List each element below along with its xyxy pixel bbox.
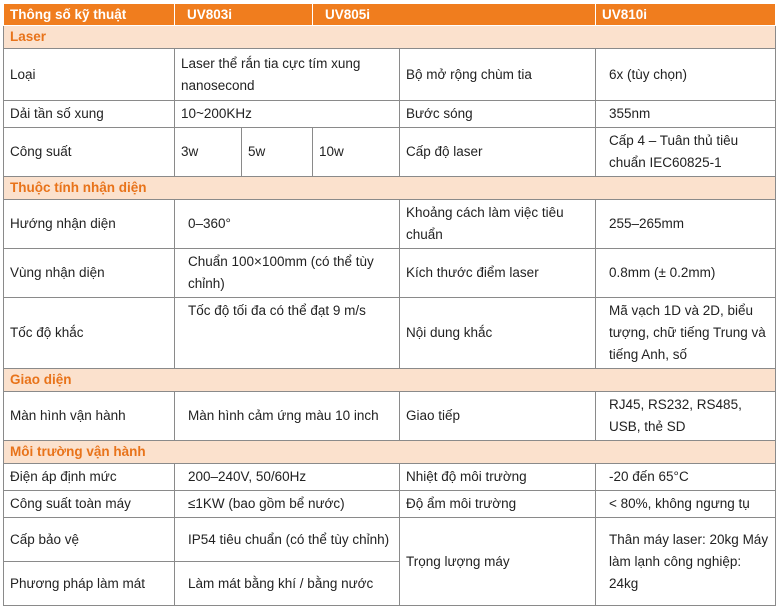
section-environment: Môi trường vận hành [4, 441, 776, 464]
speed-label: Tốc độ khắc [4, 298, 175, 369]
model-uv810i: UV810i [596, 4, 776, 26]
header-row [4, 4, 776, 26]
temp-value: -20 đến 65°C [596, 464, 776, 491]
wave-value: 355nm [596, 101, 776, 128]
direction-label: Hướng nhận diện [4, 200, 175, 249]
screen-value: Màn hình cảm ứng màu 10 inch [175, 392, 400, 441]
voltage-value: 200–240V, 50/60Hz [175, 464, 400, 491]
spot-value: 0.8mm (± 0.2mm) [596, 249, 776, 298]
section-interface: Giao diện [4, 369, 776, 392]
model-uv803i: UV803i [175, 4, 313, 26]
class-value: Cấp 4 – Tuân thủ tiêu chuẩn IEC60825-1 [596, 128, 776, 177]
type-label: Loại [4, 49, 175, 101]
weight-value: Thân máy laser: 20kg Máy làm lạnh công nghiệp: 24kg [596, 518, 776, 606]
power-label: Công suất [4, 128, 175, 177]
freq-label: Dải tần số xung [4, 101, 175, 128]
screen-label: Màn hình vận hành [4, 392, 175, 441]
cooling-value: Làm mát bằng khí / bằng nước [175, 562, 400, 606]
protect-label: Cấp bảo vệ [4, 518, 175, 562]
model-uv805i: UV805i [313, 4, 596, 26]
cooling-label: Phương pháp làm mát [4, 562, 175, 606]
spec-table [3, 3, 776, 606]
class-label: Cấp độ laser [400, 128, 596, 177]
voltage-label: Điện áp định mức [4, 464, 175, 491]
temp-label: Nhiệt độ môi trường [400, 464, 596, 491]
power-uv805i: 5w [242, 128, 313, 177]
area-label: Vùng nhận diện [4, 249, 175, 298]
section-laser: Laser [4, 26, 776, 49]
distance-label: Khoảng cách làm việc tiêu chuẩn [400, 200, 596, 249]
humidity-value: < 80%, không ngưng tụ [596, 491, 776, 518]
wave-label: Bước sóng [400, 101, 596, 128]
header-title: Thông số kỹ thuật [4, 4, 175, 26]
humidity-label: Độ ẩm môi trường [400, 491, 596, 518]
weight-label: Trọng lượng máy [400, 518, 596, 606]
content-value: Mã vạch 1D và 2D, biểu tượng, chữ tiếng Trung và tiếng Anh, số [596, 298, 776, 369]
freq-value: 10~200KHz [175, 101, 400, 128]
distance-value: 255–265mm [596, 200, 776, 249]
beam-value: 6x (tùy chọn) [596, 49, 776, 101]
content-label: Nội dung khắc [400, 298, 596, 369]
spot-label: Kích thước điểm laser [400, 249, 596, 298]
direction-value: 0–360° [175, 200, 400, 249]
comm-value: RJ45, RS232, RS485, USB, thẻ SD [596, 392, 776, 441]
speed-value: Tốc độ tối đa có thể đạt 9 m/s [175, 298, 400, 369]
power-uv810i: 10w [313, 128, 400, 177]
total-power-label: Công suất toàn máy [4, 491, 175, 518]
type-value: Laser thể rắn tia cực tím xung nanosecond [175, 49, 400, 101]
area-value: Chuẩn 100×100mm (có thể tùy chỉnh) [175, 249, 400, 298]
section-recognition: Thuộc tính nhận diện [4, 177, 776, 200]
comm-label: Giao tiếp [400, 392, 596, 441]
protect-value: IP54 tiêu chuẩn (có thể tùy chỉnh) [175, 518, 400, 562]
power-uv803i: 3w [175, 128, 242, 177]
beam-label: Bộ mở rộng chùm tia [400, 49, 596, 101]
total-power-value: ≤1KW (bao gồm bể nước) [175, 491, 400, 518]
